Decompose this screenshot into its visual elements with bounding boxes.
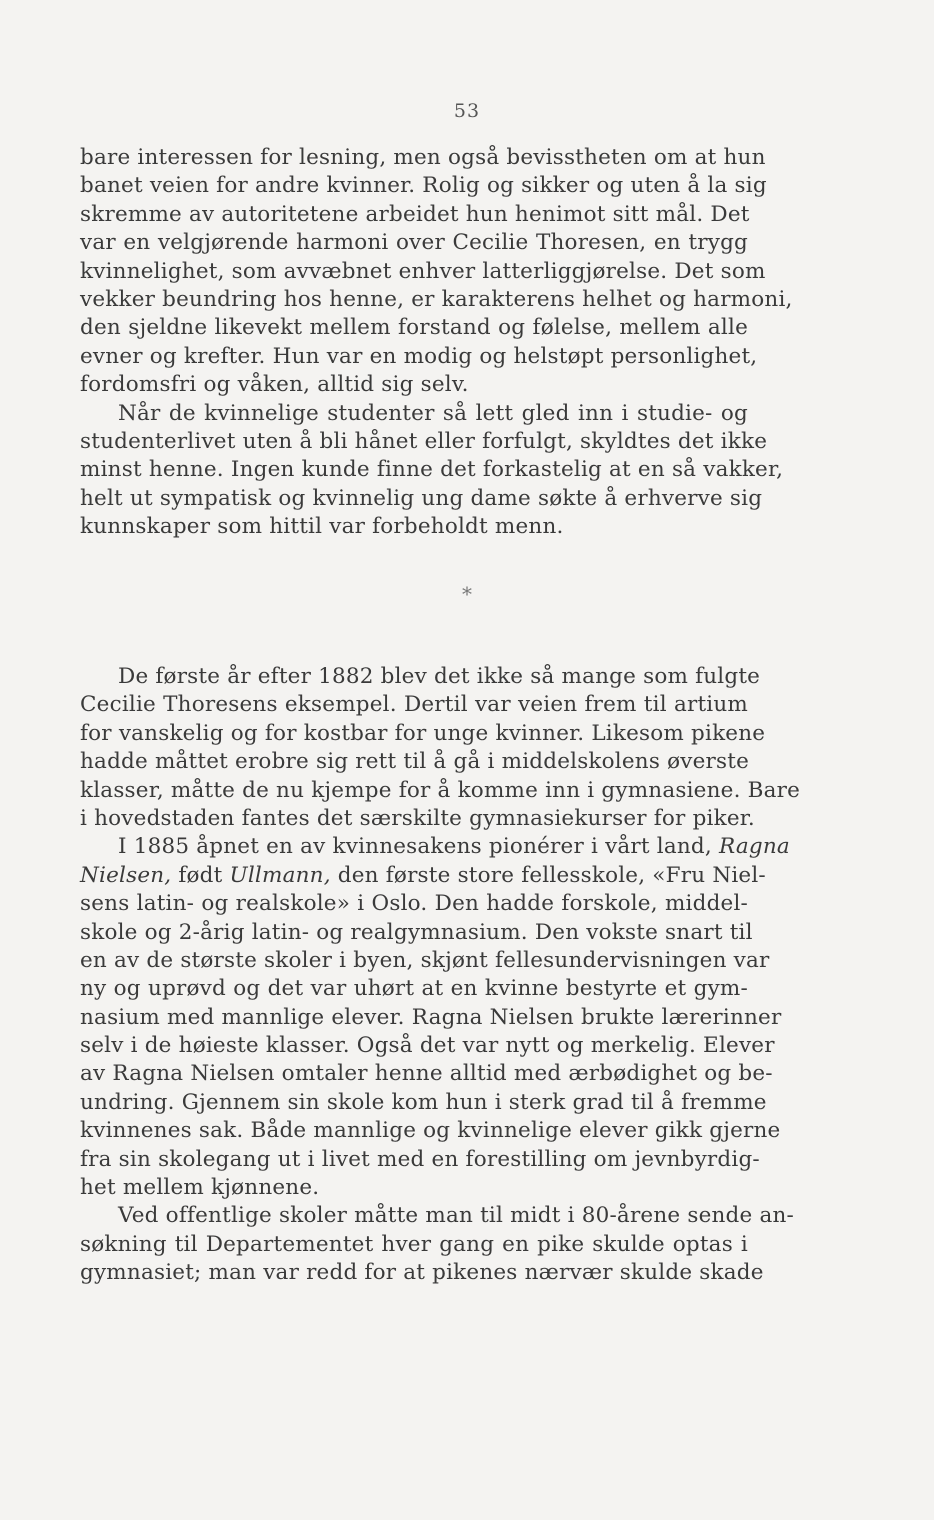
text-line: vekker beundring hos henne, er karakterens helhet og harmoni, — [80, 286, 793, 312]
text-line — [80, 833, 790, 861]
text-line: den sjeldne likevekt mellem forstand og følelse, mellem alle — [80, 315, 748, 341]
text-line: kvinnenes sak. Både mannlige og kvinnelige elever gikk gjerne — [80, 1118, 781, 1144]
text-line: var en velgjørende harmoni over Cecilie Thoresen, en trygg — [80, 230, 748, 256]
text-line: Ved offentlige skoler måtte man til midt i 80-årene sende an- — [118, 1203, 795, 1229]
text-line: kunnskaper som hittil var forbeholdt menn. — [80, 514, 564, 540]
text-line: ny og uprøvd og det var uhørt at en kvinne bestyrte et gym- — [80, 976, 748, 1002]
text-line: banet veien for andre kvinner. Rolig og sikker og uten å la sig — [80, 173, 767, 199]
text-line: søkning til Departementet hver gang en pike skulde optas i — [80, 1231, 748, 1257]
text-line: gymnasiet; man var redd for at pikenes nærvær skulde skade — [80, 1260, 764, 1286]
text-line: klasser, måtte de nu kjempe for å komme inn i gymnasiene. Bare — [80, 777, 801, 803]
text-line: en av de største skoler i byen, skjønt fellesundervisningen var — [80, 947, 770, 973]
text-line: bare interessen for lesning, men også bevisstheten om at hun — [80, 145, 766, 170]
text-line: undring. Gjennem sin skole kom hun i sterk grad til å fremme — [80, 1089, 767, 1115]
text-line: Når de kvinnelige studenter så lett gled inn i studie- og — [118, 400, 748, 426]
text-line: kvinnelighet, som avvæbnet enhver latterliggjørelse. Det som — [80, 258, 766, 284]
text-block-2 — [80, 663, 801, 1288]
text-line: het mellem kjønnene. — [80, 1175, 320, 1201]
text-line: evner og krefter. Hun var en modig og helstøpt personlighet, — [80, 343, 758, 369]
text-line — [80, 862, 766, 890]
text-line: helt ut sympatisk og kvinnelig ung dame søkte å erhverve sig — [80, 485, 763, 511]
text-line: nasium med mannlige elever. Ragna Nielsen brukte lærerinner — [80, 1004, 782, 1030]
text-line: Cecilie Thoresens eksempel. Dertil var veien frem til artium — [80, 692, 748, 718]
text-run: den første store fellesskole, «Fru Niel- — [337, 862, 766, 888]
text-line: minst henne. Ingen kunde finne det forkastelig at en så vakker, — [80, 457, 784, 483]
text-line: hadde måttet erobre sig rett til å gå i middelskolens øverste — [80, 749, 749, 775]
page-number: 53 — [453, 100, 481, 122]
italic-name: Nielsen, — [80, 862, 172, 888]
italic-name: Ullmann, — [229, 862, 331, 888]
text-run: født — [178, 862, 223, 888]
text-line: for vanskelig og for kostbar for unge kvinner. Likesom pikene — [80, 720, 766, 746]
text-line: sens latin- og realskole» i Oslo. Den hadde forskole, middel- — [80, 891, 748, 917]
text-line: av Ragna Nielsen omtaler henne alltid med ærbødighet og be- — [80, 1061, 773, 1087]
text-line: selv i de høieste klasser. Også det var nytt og merkelig. Elever — [80, 1033, 775, 1059]
text-run: I 1885 åpnet en av kvinnesakens pionérer i vårt land, — [118, 834, 712, 860]
text-line: fra sin skolegang ut i livet med en forestilling om jevnbyrdig- — [80, 1146, 760, 1172]
text-block-1 — [80, 144, 793, 541]
text-line: skole og 2-årig latin- og realgymnasium. Den vokste snart til — [80, 919, 753, 945]
text-line: fordomsfri og våken, alltid sig selv. — [80, 372, 469, 398]
text-line: studenterlivet uten å bli hånet eller forfulgt, skyldtes det ikke — [80, 428, 768, 454]
text-line: i hovedstaden fantes det særskilte gymnasiekurser for piker. — [80, 805, 755, 831]
section-separator: * — [462, 582, 472, 606]
italic-name: Ragna — [718, 834, 790, 860]
text-line: De første år efter 1882 blev det ikke så mange som fulgte — [118, 664, 761, 689]
text-line: skremme av autoritetene arbeidet hun henimot sitt mål. Det — [80, 201, 750, 227]
